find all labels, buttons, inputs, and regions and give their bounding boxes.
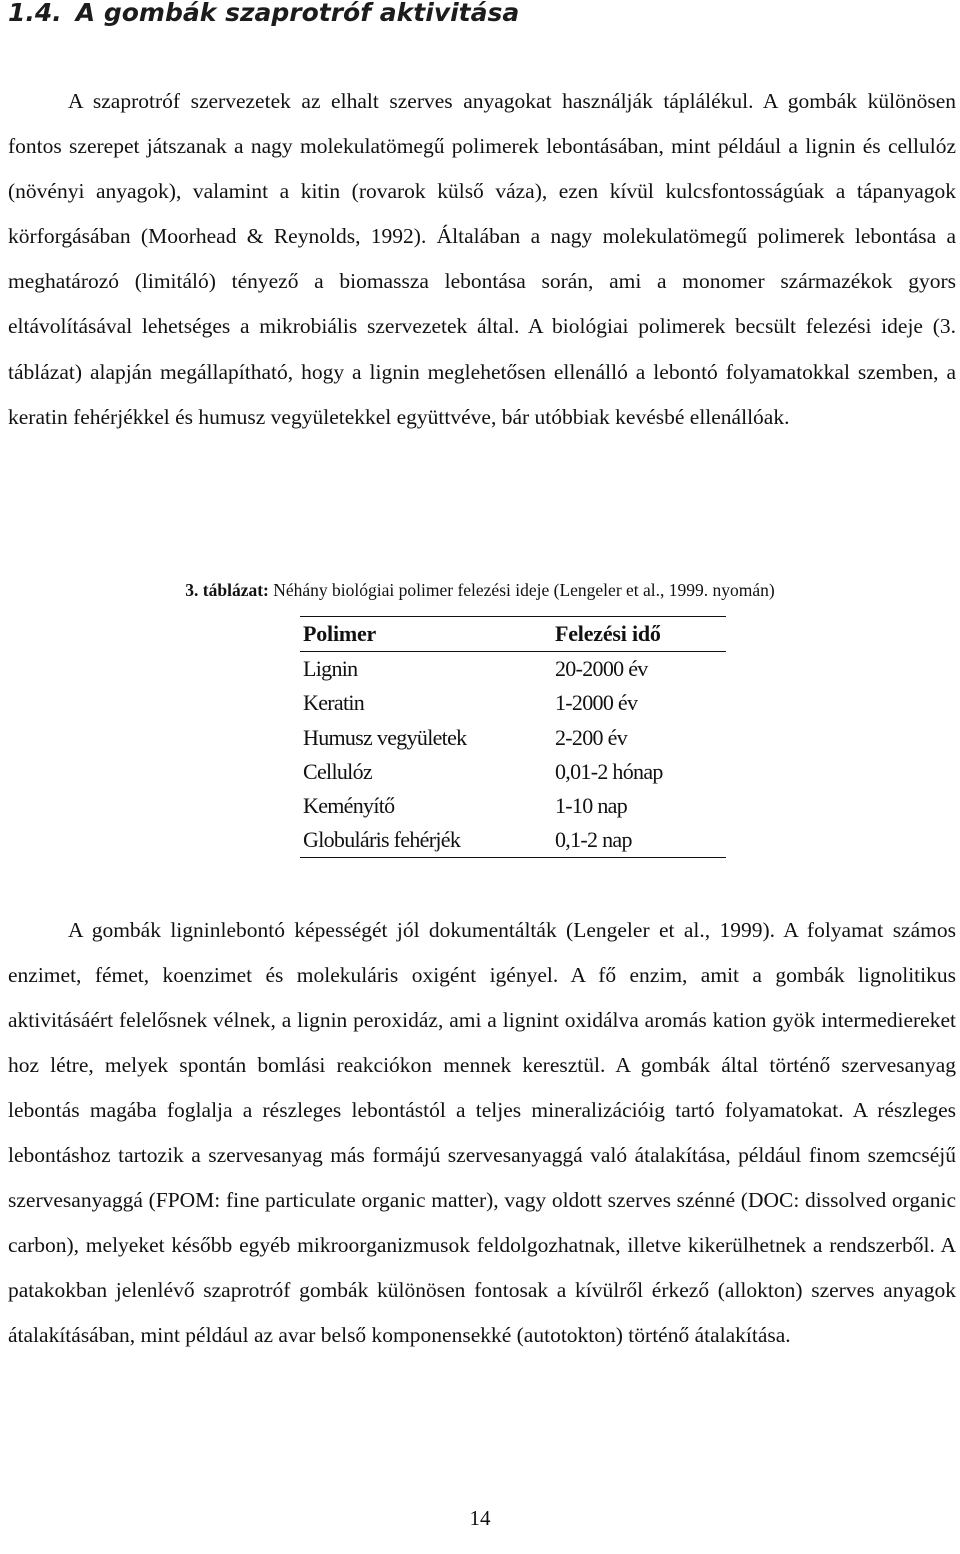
table-row <box>300 823 726 857</box>
half-life-cell: 0,1-2 nap <box>555 827 632 853</box>
column-header-polymer: Polimer <box>303 621 377 646</box>
table-row <box>300 652 726 686</box>
column-header-half-life: Felezési idő <box>555 621 661 646</box>
table-row <box>300 755 726 789</box>
paragraph-intro: A szaprotróf szervezetek az elhalt szerves anyagokat használják táplálékul. A gombák különösen fontos szerepet játszanak a nagy molekulatömegű polimerek lebontásában, mint például a lignin és cellulóz (növényi anyagok), valamint a kitin (rovarok külső váza), ezen kívül kulcsfontosságúak a tápanyagok körforgásában (Moorhead & Reynolds, 1992). Általában a nagy molekulatömegű polimerek lebontása a meghatározó (limitáló) tényező a biomassza lebontása során, ami a monomer származékok gyors eltávolításával lehetséges a mikrobiális szervezetek által. A biológiai polimerek becsült felezési ideje (3. táblázat) alapján megállapítható, hogy a lignin meglehetősen ellenálló a lebontó folyamatokkal szemben, a keratin fehérjékkel és humusz vegyületekkel együttvéve, bár utóbbiak kevésbé ellenállóak. <box>8 89 956 429</box>
table-row <box>300 789 726 823</box>
half-life-table <box>300 616 726 858</box>
table-caption-label: 3. táblázat: <box>185 580 269 600</box>
polymer-cell: Humusz vegyületek <box>303 724 467 750</box>
table-header-row <box>300 617 726 652</box>
half-life-cell: 1-2000 év <box>555 690 638 716</box>
half-life-cell: 2-200 év <box>555 724 627 750</box>
polymer-cell: Lignin <box>303 656 358 682</box>
half-life-cell: 0,01-2 hónap <box>555 758 663 784</box>
table-caption-text: Néhány biológiai polimer felezési ideje (Lengeler et al., 1999. nyomán) <box>273 580 775 600</box>
half-life-cell: 20-2000 év <box>555 656 648 682</box>
polymer-cell: Cellulóz <box>303 758 372 784</box>
table-row <box>300 686 726 720</box>
polymer-cell: Keratin <box>303 690 365 716</box>
polymer-cell: Keményítő <box>303 792 395 818</box>
table-caption <box>0 580 960 601</box>
section-number: 1.4. <box>8 0 62 27</box>
paragraph-lignin-degradation: A gombák ligninlebontó képességét jól dokumentálták (Lengeler et al., 1999). A folyamat számos enzimet, fémet, koenzimet és molekuláris oxigént igényel. A fő enzim, amit a gombák lignolitikus aktivitásáért felelősnek vélnek, a lignin peroxidáz, ami a lignint oxidálva aromás kation gyök intermediereket hoz létre, melyek spontán bomlási reakciókon mennek keresztül. A gombák által történő szervesanyag lebontás magába foglalja a részleges lebontástól a teljes mineralizációig tartó folyamatokat. A részleges lebontáshoz tartozik a szervesanyag más formájú szervesanyaggá való átalakítása, például finom szemcséjű szervesanyaggá (FPOM: fine particulate organic matter), vagy oldott szerves szénné (DOC: dissolved organic carbon), melyeket később egyéb mikroorganizmusok feldolgozhatnak, illetve kikerülhetnek a rendszerből. A patakokban jelenlévő szaprotróf gombák különösen fontosak a kívülről érkező (allokton) szerves anyagok átalakításában, mint például az avar belső komponensekké (autotokton) történő átalakítása. <box>8 918 956 1347</box>
half-life-cell: 1-10 nap <box>555 792 627 818</box>
table-row <box>300 721 726 755</box>
section-title: A gombák szaprotróf aktivitása <box>75 0 520 27</box>
page-number: 14 <box>469 1506 491 1530</box>
polymer-cell: Globuláris fehérjék <box>303 827 461 853</box>
section-heading <box>8 0 519 27</box>
